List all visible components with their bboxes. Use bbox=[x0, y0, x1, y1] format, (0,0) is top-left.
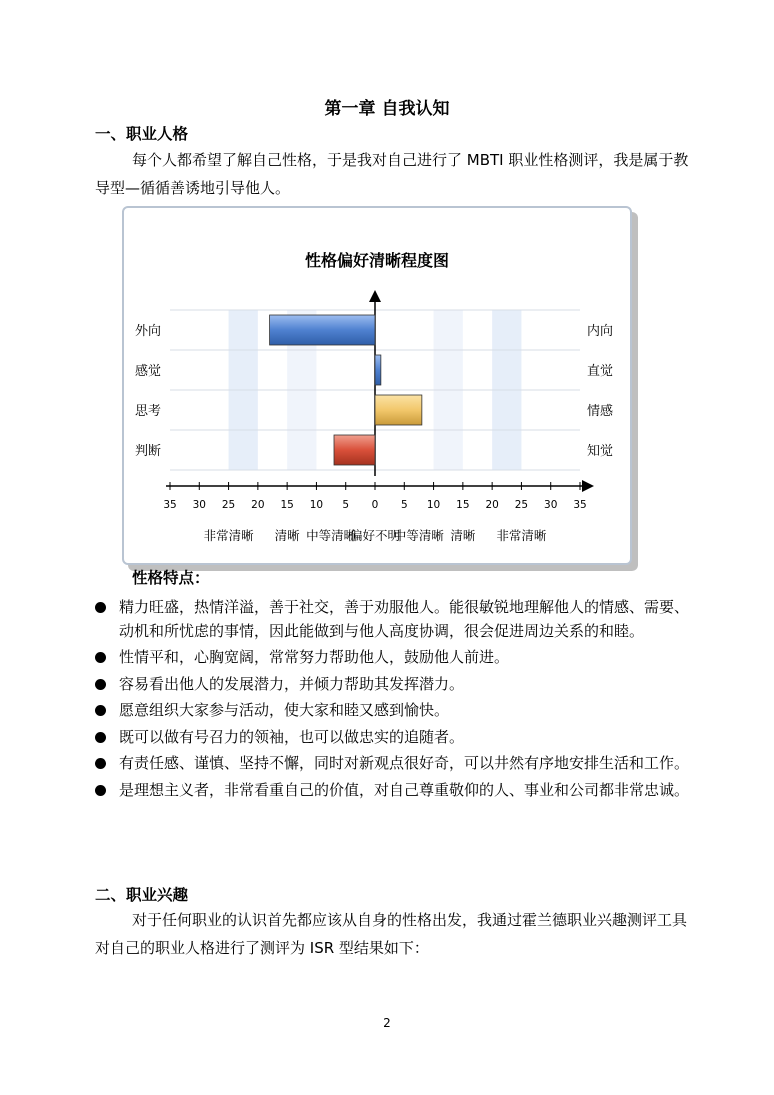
trait-item bbox=[95, 779, 695, 803]
left-category-label: 思考 bbox=[134, 404, 162, 419]
bullet-icon bbox=[95, 705, 106, 716]
section-intro-paragraph: 每个人都希望了解自己性格，于是我对自己进行了 MBTI 职业性格测评，我是属于教导型—循循善诱地引导他人。 bbox=[95, 151, 689, 197]
x-tick-label: 25 bbox=[221, 499, 236, 511]
preference-clarity-chart bbox=[122, 206, 632, 565]
bullet-icon bbox=[95, 758, 106, 769]
zone-label: 非常清晰 bbox=[203, 528, 254, 543]
x-tick-label: 20 bbox=[251, 499, 265, 511]
zone-label: 中等清晰 bbox=[306, 528, 357, 543]
chart-bar bbox=[334, 435, 375, 465]
x-tick-label: 15 bbox=[456, 499, 470, 511]
x-tick-label: 5 bbox=[342, 499, 350, 511]
zone-label: 清晰 bbox=[450, 528, 476, 543]
chapter-title: 第一章 自我认知 bbox=[324, 99, 450, 119]
trait-item bbox=[95, 596, 695, 643]
chart-title: 性格偏好清晰程度图 bbox=[304, 251, 450, 270]
trait-item bbox=[95, 752, 695, 776]
traits-label: 性格特点： bbox=[132, 569, 210, 587]
right-category-label: 情感 bbox=[586, 404, 614, 419]
trait-text: 容易看出他人的发展潜力，并倾力帮助其发挥潜力。 bbox=[119, 674, 465, 693]
x-tick-label: 15 bbox=[280, 499, 294, 511]
x-tick-label: 35 bbox=[573, 499, 587, 511]
section2-intro-paragraph: 对于任何职业的认识首先都应该从自身的性格出发，我通过霍兰德职业兴趣测评工具对自己的职业人格进行了测评为 ISR 型结果如下： bbox=[95, 911, 688, 957]
trait-item bbox=[95, 673, 695, 697]
left-category-label: 感觉 bbox=[134, 364, 162, 379]
x-tick-label: 30 bbox=[192, 499, 206, 511]
page-number: 2 bbox=[383, 1016, 391, 1030]
trait-text: 愿意组织大家参与活动，使大家和睦又感到愉快。 bbox=[119, 701, 450, 719]
x-tick-label: 10 bbox=[426, 499, 441, 511]
left-category-label: 外向 bbox=[134, 324, 162, 339]
bullet-icon bbox=[95, 785, 106, 796]
x-tick-label: 20 bbox=[485, 499, 499, 511]
bullet-icon bbox=[95, 602, 106, 613]
zone-label: 非常清晰 bbox=[496, 528, 547, 543]
bullet-icon bbox=[95, 652, 106, 663]
x-tick-label: 30 bbox=[544, 499, 558, 511]
section-heading-career-interest: 二、职业兴趣 bbox=[95, 886, 189, 904]
zone-label: 偏好不明 bbox=[349, 528, 401, 543]
x-tick-label: 10 bbox=[309, 499, 324, 511]
x-tick-label: 0 bbox=[371, 499, 379, 511]
bullet-icon bbox=[95, 679, 106, 690]
chart-bar bbox=[270, 315, 375, 345]
x-tick-label: 35 bbox=[163, 499, 177, 511]
x-tick-label: 5 bbox=[400, 499, 408, 511]
zone-label: 中等清晰 bbox=[393, 528, 444, 543]
zone-label: 清晰 bbox=[274, 528, 300, 543]
x-tick-label: 25 bbox=[514, 499, 529, 511]
left-category-label: 判断 bbox=[134, 444, 162, 459]
trait-text: 性情平和，心胸宽阔，常常努力帮助他人，鼓励他人前进。 bbox=[119, 648, 510, 666]
right-category-label: 直觉 bbox=[586, 364, 614, 379]
chart-canvas bbox=[124, 208, 630, 563]
trait-text: 有责任感、谨慎、坚持不懈，同时对新观点很好奇，可以井然有序地安排生活和工作。 bbox=[119, 754, 690, 772]
trait-item bbox=[95, 646, 695, 670]
section-heading-career-personality: 一、职业人格 bbox=[95, 125, 189, 143]
chart-bar bbox=[375, 355, 381, 385]
bullet-icon bbox=[95, 732, 106, 743]
chart-bar bbox=[375, 395, 422, 425]
trait-text: 既可以做有号召力的领袖，也可以做忠实的追随者。 bbox=[119, 727, 465, 746]
trait-text: 精力旺盛，热情洋溢，善于社交，善于劝服他人。能很敏锐地理解他人的情感、需要、动机和所忧虑的事情，因此能做到与他人高度协调，很会促进周边关系的和睦。 bbox=[119, 598, 690, 640]
right-category-label: 内向 bbox=[586, 324, 614, 339]
trait-item bbox=[95, 726, 695, 750]
trait-item bbox=[95, 699, 695, 723]
right-category-label: 知觉 bbox=[586, 444, 614, 459]
trait-text: 是理想主义者，非常看重自己的价值，对自己尊重敬仰的人、事业和公司都非常忠诚。 bbox=[119, 780, 690, 799]
traits-list bbox=[95, 596, 695, 805]
